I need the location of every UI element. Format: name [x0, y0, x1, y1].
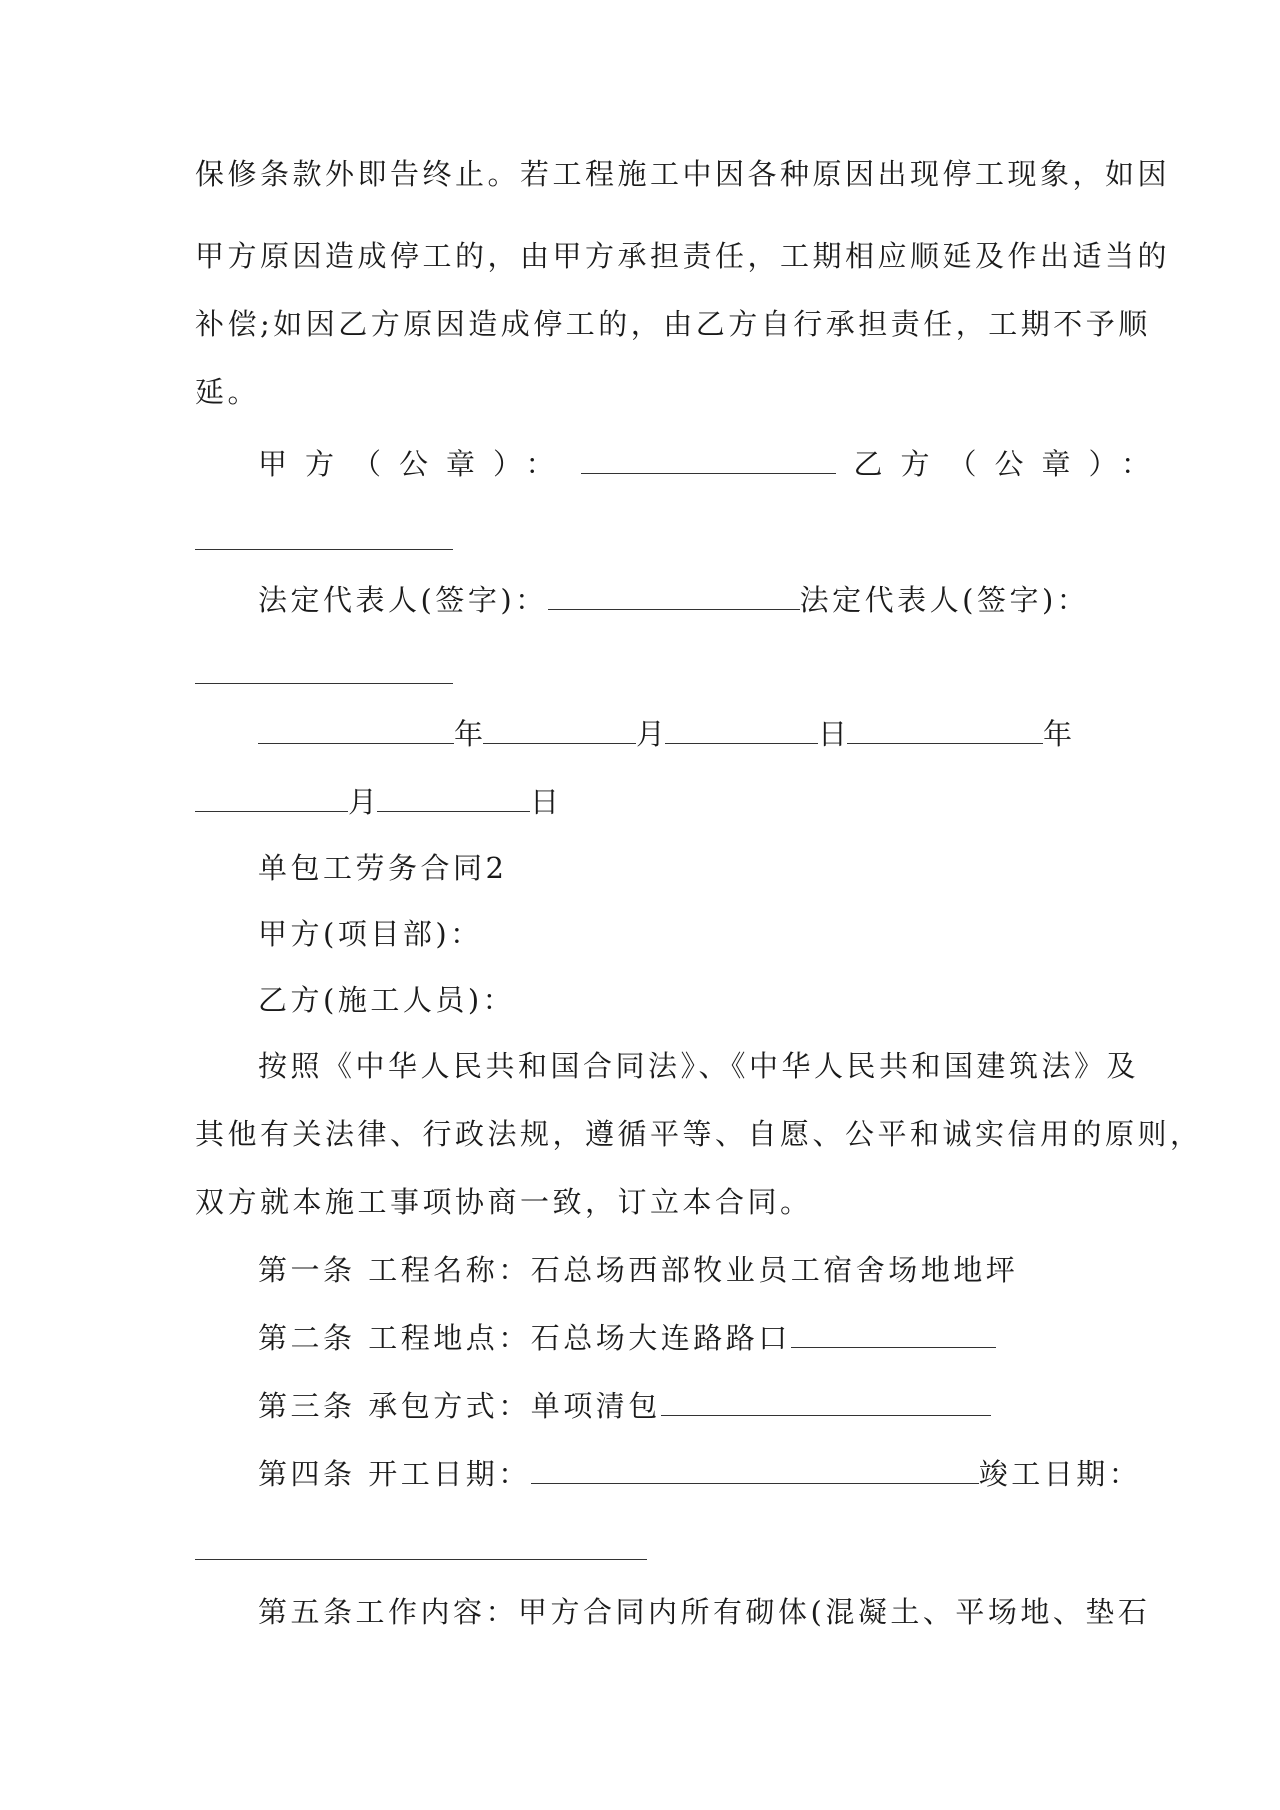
party-a-line: 甲方(项目部)：: [258, 917, 483, 951]
completion-date-blank[interactable]: [195, 1535, 647, 1560]
article-3: 第三条 承包方式：单项清包: [258, 1389, 661, 1423]
paragraph-line: 补偿;如因乙方原因造成停工的，由乙方自行承担责任，工期不予顺: [195, 307, 1151, 341]
day-a-label: 日: [818, 717, 848, 751]
day-b-blank[interactable]: [377, 787, 530, 812]
paragraph-line: 甲方原因造成停工的，由甲方承担责任，工期相应顺延及作出适当的: [195, 239, 1171, 273]
article-2-blank[interactable]: [791, 1323, 996, 1348]
preamble-line: 其他有关法律、行政法规，遵循平等、自愿、公平和诚实信用的原则，: [195, 1117, 1203, 1151]
preamble-line: 按照《中华人民共和国合同法》、《中华人民共和国建筑法》及: [258, 1049, 1140, 1083]
article-2: 第二条 工程地点：石总场大连路路口: [258, 1321, 791, 1355]
start-date-blank[interactable]: [531, 1459, 979, 1484]
seal-line-cont: [195, 520, 1095, 560]
representative-line-cont: [195, 654, 1095, 694]
article-1: 第一条 工程名称：石总场西部牧业员工宿舍场地地坪: [258, 1253, 1019, 1287]
representative-line: [258, 580, 1098, 620]
day-a-blank[interactable]: [665, 719, 818, 744]
article-2-line: [258, 1318, 1158, 1358]
paragraph-line: 延。: [195, 375, 261, 409]
year-b-label: 年: [1043, 717, 1073, 751]
seal-line: [258, 444, 1169, 484]
date-line-cont: [195, 782, 1095, 822]
article-4-line: [258, 1454, 1142, 1494]
date-line: [258, 714, 1098, 754]
article-5: 第五条工作内容：甲方合同内所有砌体(混凝土、平场地、垫石: [258, 1595, 1151, 1629]
article-4-end: 竣工日期：: [978, 1457, 1142, 1491]
preamble-line: 双方就本施工事项协商一致，订立本合同。: [195, 1185, 813, 1219]
article-3-line: [258, 1386, 1158, 1426]
party-b-line: 乙方(施工人员)：: [258, 983, 516, 1017]
rep-b-label: 法定代表人(签字)：: [799, 583, 1090, 617]
party-a-seal-label: 甲方（公章）：: [258, 447, 573, 481]
year-a-label: 年: [454, 717, 484, 751]
article-3-blank[interactable]: [661, 1391, 991, 1416]
day-b-label: 日: [530, 785, 560, 819]
rep-b-blank[interactable]: [195, 659, 453, 684]
party-a-seal-blank[interactable]: [581, 449, 836, 474]
year-b-blank[interactable]: [847, 719, 1043, 744]
party-b-seal-label: 乙方（公章）：: [853, 447, 1169, 481]
rep-a-blank[interactable]: [548, 585, 800, 610]
month-a-label: 月: [636, 717, 666, 751]
paragraph-line: 保修条款外即告终止。若工程施工中因各种原因出现停工现象，如因: [195, 157, 1171, 191]
month-b-blank[interactable]: [195, 787, 348, 812]
month-a-blank[interactable]: [483, 719, 636, 744]
contract-title: 单包工劳务合同2: [258, 851, 508, 885]
party-b-seal-blank[interactable]: [195, 525, 453, 550]
month-b-label: 月: [348, 785, 378, 819]
article-4-cont: [195, 1530, 1095, 1570]
year-a-blank[interactable]: [258, 719, 454, 744]
rep-a-label: 法定代表人(签字)：: [258, 583, 548, 617]
article-4-start: 第四条 开工日期：: [258, 1457, 531, 1491]
